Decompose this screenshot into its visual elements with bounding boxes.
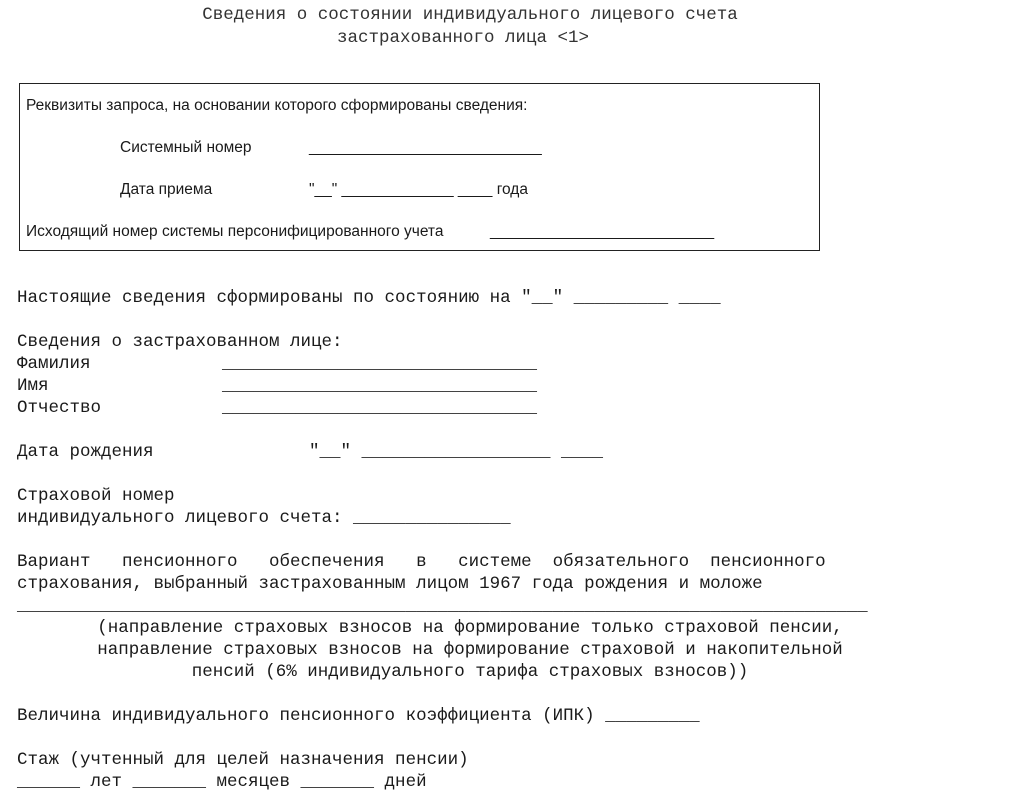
pension-option-line-2: страхования, выбранный застрахованным лицом 1967 года рождения и моложе xyxy=(17,574,763,594)
outgoing-number-label: Исходящий номер системы персонифицированного учета xyxy=(26,223,444,240)
insurance-number-line-2: индивидуального лицевого счета: _______________ xyxy=(17,508,511,528)
pension-option-note-3: пенсий (6% индивидуального тарифа страховых взносов)) xyxy=(191,662,749,682)
name-label: Имя xyxy=(17,376,49,396)
system-number-field[interactable]: ___________________________ xyxy=(309,139,542,156)
patronymic-label: Отчество xyxy=(17,398,102,418)
patronymic-field[interactable]: ______________________________ xyxy=(222,398,538,418)
birth-date-field[interactable]: "__" __________________ ____ xyxy=(309,442,604,462)
birth-date-label: Дата рождения xyxy=(17,442,154,462)
status-date-line: Настоящие сведения сформированы по состоянию на "__" _________ ____ xyxy=(17,288,721,308)
request-heading: Реквизиты запроса, на основании которого сформированы сведения: xyxy=(26,97,528,114)
surname-label: Фамилия xyxy=(17,354,91,374)
system-number-label: Системный номер xyxy=(120,139,252,156)
pension-option-line-1: Вариант пенсионного обеспечения в системе обязательного пенсионного xyxy=(17,552,826,572)
pension-option-note-2: направление страховых взносов на формирование страховой и накопительной xyxy=(97,640,843,660)
pension-option-field[interactable]: _________________________________________________________________________________ xyxy=(17,596,868,616)
insured-heading: Сведения о застрахованном лице: xyxy=(17,332,343,352)
experience-line-2: ______ лет _______ месяцев _______ дней xyxy=(17,772,427,792)
name-field[interactable]: ______________________________ xyxy=(222,376,538,396)
pension-option-note-1: (направление страховых взносов на формирование только страховой пенсии, xyxy=(97,618,843,638)
surname-field[interactable]: ______________________________ xyxy=(222,354,538,374)
insurance-number-line-1: Страховой номер xyxy=(17,486,175,506)
ipk-line: Величина индивидуального пенсионного коэффициента (ИПК) _________ xyxy=(17,706,700,726)
doc-title-line-1: Сведения о состоянии индивидуального лицевого счета xyxy=(202,5,738,25)
doc-title-line-2: застрахованного лица <1> xyxy=(336,28,590,48)
request-details-box xyxy=(19,83,820,251)
receipt-date-label: Дата приема xyxy=(120,181,213,198)
outgoing-number-field[interactable]: __________________________ xyxy=(490,223,715,240)
receipt-date-field[interactable]: "__" _____________ ____ года xyxy=(309,181,528,198)
experience-line-1: Стаж (учтенный для целей назначения пенсии) xyxy=(17,750,469,770)
